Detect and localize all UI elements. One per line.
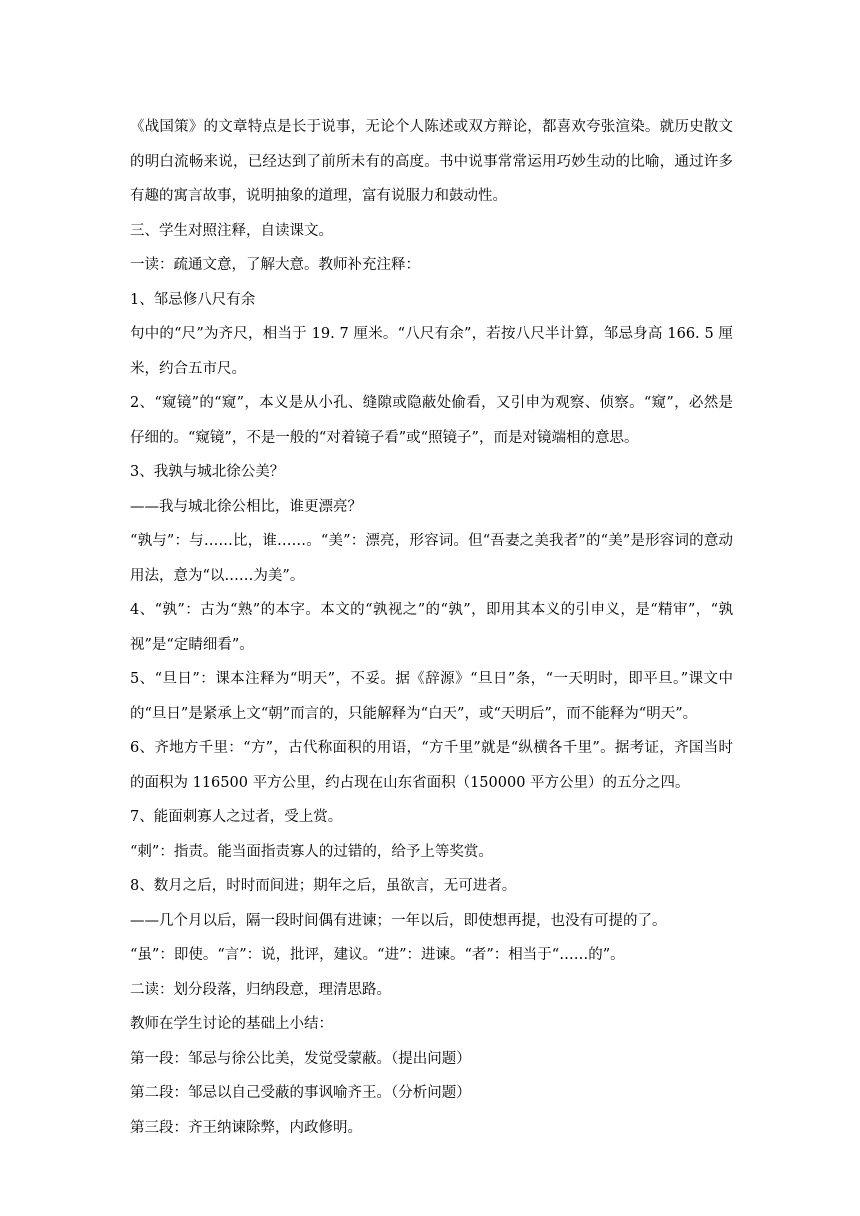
- section-heading-3: 三、学生对照注释，自读课文。: [130, 222, 333, 239]
- reading-step-2: 二读：划分段落，归纳段意，理清思路。: [130, 981, 391, 998]
- summary-intro: 教师在学生讨论的基础上小结：: [130, 1016, 333, 1032]
- summary-section-3: 第三段：齐王纳谏除弊，内政修明。: [130, 1119, 362, 1136]
- note-3-text: “孰与”：与……比，谁……。“美”：漂亮，形容词。但“吾妻之美我者”的“美”是形容词的意动用法，意为“以……为美”。: [130, 533, 733, 584]
- note-8-text: “虽”：即使。“言”：说，批评，建议。“进”：进谏。“者”：相当于“……的”。: [130, 947, 625, 963]
- note-3-heading: 3、我孰与城北徐公美？: [130, 464, 285, 480]
- note-5: 5、“旦日”：课本注释为“明天”，不妥。据《辞源》“旦日”条，“一天明时，即平旦。”课文中的“旦日”是紧承上文“朝”而言的，只能解释为“白天”，或“天明后”，而不能释为“明天”。: [130, 671, 733, 722]
- note-8-translation: ——几个月以后，隔一段时间偶有进谏；一年以后，即使想再提，也没有可提的了。: [130, 912, 667, 929]
- note-7-text: “刺”：指责。能当面指责寡人的过错的，给予上等奖赏。: [130, 843, 493, 860]
- document-body: [130, 110, 733, 1145]
- note-6: 6、齐地方千里：“方”，古代称面积的用语，“方千里”就是“纵横各千里”。据考证，齐国当时的面积为 116500 平方公里，约占现在山东省面积（150000 平方公里）的五分之四。: [130, 740, 733, 791]
- paragraph-intro: 《战国策》的文章特点是长于说事，无论个人陈述或双方辩论，都喜欢夸张渲染。就历史散文的明白流畅来说，已经达到了前所未有的高度。书中说事常常运用巧妙生动的比喻，通过许多有趣的寓言故事，说明抽象的道理，富有说服力和鼓动性。: [130, 119, 733, 204]
- note-3-translation: ——我与城北徐公相比，谁更漂亮？: [130, 498, 362, 515]
- note-1-heading: 1、邹忌修八尺有余: [130, 291, 256, 308]
- summary-section-2: 第二段：邹忌以自己受蔽的事讽喻齐王。（分析问题）: [130, 1085, 471, 1101]
- note-2: 2、“窥镜”的“窥”，本义是从小孔、缝隙或隐蔽处偷看，又引申为观察、侦察。“窥”，必然是仔细的。“窥镜”，不是一般的“对着镜子看”或“照镜子”，而是对镜端相的意思。: [130, 395, 733, 446]
- note-8-heading: 8、数月之后，时时而间进；期年之后，虽欲言，无可进者。: [130, 878, 517, 894]
- note-4: 4、“孰”：古为“熟”的本字。本文的“孰视之”的“孰”，即用其本义的引申义，是“精审”，“孰视”是“定睛细看”。: [130, 602, 733, 653]
- note-1-text: 句中的“尺”为齐尺，相当于 19. 7 厘米。“八尺有余”，若按八尺半计算，邹忌身高 166. 5 厘米，约合五市尺。: [130, 326, 733, 377]
- summary-section-1: 第一段：邹忌与徐公比美，发觉受蒙蔽。（提出问题）: [130, 1050, 471, 1067]
- note-7-heading: 7、能面刺寡人之过者，受上赏。: [130, 809, 343, 825]
- reading-step-1: 一读：疏通文意，了解大意。教师补充注释：: [130, 257, 420, 273]
